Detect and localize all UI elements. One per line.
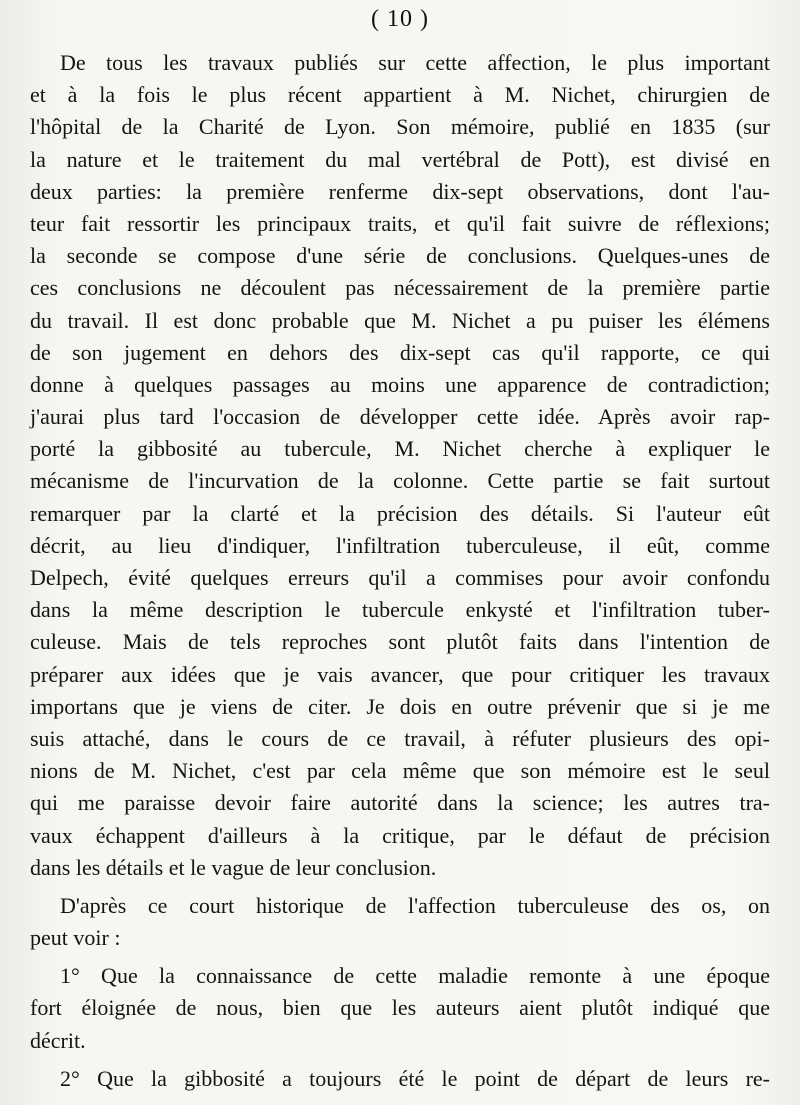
text-line: dans la même description le tubercule enkysté et l'infiltration tuber- [30, 597, 770, 623]
text-line: dans les détails et le vague de leur conclusion. [30, 854, 437, 880]
text-line: la nature et le traitement du mal vertébral de Pott), est divisé en [30, 146, 770, 172]
list-item [30, 1063, 770, 1095]
text-line: nions de M. Nichet, c'est par cela même que son mémoire est le seul [30, 758, 770, 784]
page-number: ( 10 ) [371, 6, 429, 32]
text-line: donne à quelques passages au moins une apparence de contradiction; [30, 371, 770, 397]
text-line: deux parties: la première renferme dix-sept observations, dont l'au- [30, 178, 770, 204]
text-line: peut voir : [30, 925, 121, 951]
text-line: culeuse. Mais de tels reproches sont plutôt faits dans l'intention de [30, 629, 770, 655]
text-line: décrit. [30, 1027, 86, 1053]
text-line: et à la fois le plus récent appartient à M. Nichet, chirurgien de [30, 82, 770, 108]
text-line: porté la gibbosité au tubercule, M. Nichet cherche à expliquer le [30, 436, 770, 462]
paragraph [30, 47, 770, 884]
text-line: 2° Que la gibbosité a toujours été le point de départ de leurs re- [60, 1065, 770, 1091]
text-line: ces conclusions ne découlent pas nécessairement de la première partie [30, 275, 770, 301]
text-line: préparer aux idées que je vais avancer, que pour critiquer les travaux [30, 661, 770, 687]
text-line: D'après ce court historique de l'affection tuberculeuse des os, on [60, 892, 770, 918]
text-line: décrit, au lieu d'indiquer, l'infiltration tuberculeuse, il eût, comme [30, 532, 770, 558]
list-item [30, 960, 770, 1057]
paragraph [30, 890, 770, 954]
body-text [30, 47, 770, 1095]
text-line: de son jugement en dehors des dix-sept cas qu'il rapporte, ce qui [30, 339, 770, 365]
text-line: mécanisme de l'incurvation de la colonne. Cette partie se fait surtout [30, 468, 770, 494]
text-line: la seconde se compose d'une série de conclusions. Quelques-unes de [30, 243, 770, 269]
text-line: qui me paraisse devoir faire autorité dans la science; les autres tra- [30, 790, 770, 816]
text-line: j'aurai plus tard l'occasion de développer cette idée. Après avoir rap- [30, 404, 770, 430]
text-line: teur fait ressortir les principaux traits, et qu'il fait suivre de réflexions; [30, 210, 770, 236]
text-line: du travail. Il est donc probable que M. Nichet a pu puiser les élémens [30, 307, 770, 333]
text-line: De tous les travaux publiés sur cette affection, le plus important [60, 50, 770, 75]
text-line: suis attaché, dans le cours de ce travail, à réfuter plusieurs des opi- [30, 725, 770, 751]
text-line: l'hôpital de la Charité de Lyon. Son mémoire, publié en 1835 (sur [30, 114, 770, 140]
text-line: importans que je viens de citer. Je dois en outre prévenir que si je me [30, 693, 770, 719]
text-line: 1° Que la connaissance de cette maladie remonte à une époque [60, 963, 770, 989]
text-line: remarquer par la clarté et la précision des détails. Si l'auteur eût [30, 500, 770, 526]
text-line: Delpech, évité quelques erreurs qu'il a commises pour avoir confondu [30, 565, 770, 590]
text-line: fort éloignée de nous, bien que les auteurs aient plutôt indiqué que [30, 995, 770, 1021]
text-line: vaux échappent d'ailleurs à la critique, par le défaut de précision [30, 822, 770, 848]
